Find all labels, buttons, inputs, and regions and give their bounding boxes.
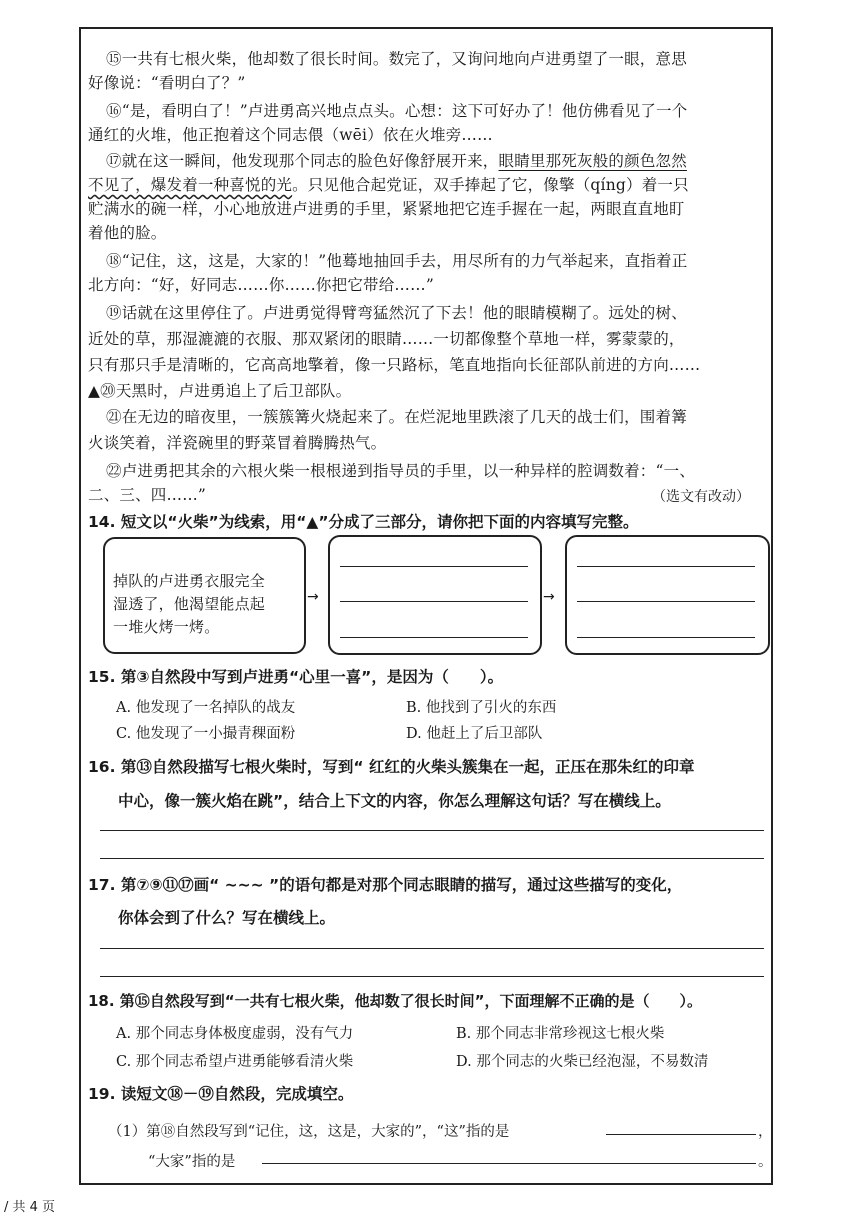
- answer-line[interactable]: [577, 566, 755, 567]
- paragraph-15-line1: ⑮一共有七根火柴，他却数了很长时间。数完了，又询问地向卢进勇望了一眼，意思: [106, 50, 687, 68]
- paragraph-16-line2: 通红的火堆，他正抱着这个同志偎（wēi）依在火堆旁……: [88, 126, 493, 144]
- paragraph-21-line2: 火谈笑着，洋瓷碗里的野菜冒着腾腾热气。: [88, 434, 387, 452]
- paragraph-17-line4: 着他的脸。: [88, 224, 167, 242]
- answer-line[interactable]: [340, 601, 528, 602]
- paragraph-20: ▲⑳天黑时，卢进勇追上了后卫部队。: [88, 382, 352, 400]
- question-19-sub1-period: 。: [758, 1154, 773, 1170]
- answer-line[interactable]: [340, 566, 528, 567]
- paragraph-17-text: ⑰就在这一瞬间，他发现那个同志的脸色好像舒展开来，: [106, 152, 499, 170]
- question-16-line1: 16. 第⑬自然段描写七根火柴时，写到“ 红红的火柴头簇集在一起，正压在那朱红的印章: [88, 758, 695, 776]
- question-19-sub1-line1: （1）第⑱自然段写到“记住，这，这是，大家的”，“这”指的是: [108, 1124, 510, 1140]
- question-16-line2: 中心，像一簇火焰在跳”，结合上下文的内容，你怎么理解这句话？写在横线上。: [118, 792, 671, 810]
- paragraph-16-line1: ⑯“是，看明白了！”卢进勇高兴地点点头。心想：这下可好办了！他仿佛看见了一个: [106, 102, 688, 120]
- answer-line[interactable]: [100, 830, 764, 831]
- question-18-option-c[interactable]: C. 那个同志希望卢进勇能够看清火柴: [116, 1054, 354, 1070]
- answer-line[interactable]: [577, 637, 755, 638]
- question-17-line2: 你体会到了什么？写在横线上。: [118, 909, 336, 927]
- fill-blank-line[interactable]: [262, 1163, 756, 1164]
- paragraph-22-line2: 二、三、四……”: [88, 486, 207, 504]
- question-17-line1: 17. 第⑦⑨⑪⑰画“ ~~~ ”的语句都是对那个同志眼睛的描写，通过这些描写的变化，: [88, 876, 683, 894]
- answer-line[interactable]: [100, 976, 764, 977]
- flow-box-1-line3: 一堆火烤一烤。: [113, 618, 220, 636]
- wavy-underlined-eye-description: 眼睛里那死灰般的颜色忽然: [498, 152, 687, 170]
- paragraph-17-line2: [88, 174, 748, 196]
- paragraph-18-line1: ⑱“记住，这，这是，大家的！”他蓦地抽回手去，用尽所有的力气举起来，直指着正: [106, 252, 688, 270]
- answer-line[interactable]: [577, 601, 755, 602]
- question-15-option-d[interactable]: D. 他赶上了后卫部队: [406, 726, 543, 742]
- answer-line[interactable]: [100, 948, 764, 949]
- question-15-option-b[interactable]: B. 他找到了引火的东西: [406, 700, 557, 716]
- paragraph-19-line3: 只有那只手是清晰的，它高高地擎着，像一只路标，笔直地指向长征部队前进的方向……: [88, 356, 701, 374]
- paragraph-19-line1: ⑲话就在这里停住了。卢进勇觉得臂弯猛然沉了下去！他的眼睛模糊了。远处的树、: [106, 304, 687, 322]
- question-18-stem: 18. 第⑮自然段写到“一共有七根火柴，他却数了很长时间”，下面理解不正确的是（ ）。: [88, 992, 703, 1010]
- question-18-option-d[interactable]: D. 那个同志的火柴已经泡湿，不易数清: [456, 1054, 709, 1070]
- answer-line[interactable]: [100, 858, 764, 859]
- flow-arrow-1: →: [307, 589, 319, 605]
- question-15-stem: 15. 第③自然段中写到卢进勇“心里一喜”，是因为（ ）。: [88, 668, 504, 686]
- paragraph-17-text-2: 。只见他合起党证，双手捧起了它，像擎（qíng）着一只: [292, 176, 689, 194]
- flow-box-1-line2: 湿透了，他渴望能点起: [113, 595, 266, 613]
- question-18-option-a[interactable]: A. 那个同志身体极度虚弱，没有气力: [116, 1026, 354, 1042]
- answer-line[interactable]: [340, 637, 528, 638]
- paragraph-19-line2: 近处的草，那湿漉漉的衣服、那双紧闭的眼睛……一切都像整个草地一样，雾蒙蒙的，: [88, 330, 685, 348]
- question-18-option-b[interactable]: B. 那个同志非常珍视这七根火柴: [456, 1026, 665, 1042]
- paragraph-21-line1: ㉑在无边的暗夜里，一簇簇篝火烧起来了。在烂泥地里跌滚了几天的战士们，围着篝: [106, 408, 687, 426]
- fill-blank-line[interactable]: [606, 1134, 756, 1135]
- question-19-sub1-line2: “大家”指的是: [148, 1154, 236, 1170]
- page-footer: / 共 4 页: [4, 1200, 56, 1215]
- flow-box-1-line1: 掉队的卢进勇衣服完全: [113, 572, 266, 590]
- paragraph-18-line2: 北方向：“好，好同志……你……你把它带给……”: [88, 276, 434, 294]
- question-15-option-a[interactable]: A. 他发现了一名掉队的战友: [116, 700, 296, 716]
- paragraph-17-line3: 贮满水的碗一样，小心地放进卢进勇的手里，紧紧地把它连手握在一起，两眼直直地盯: [88, 200, 685, 218]
- paragraph-17-line1: [106, 150, 766, 172]
- paragraph-15-line2: 好像说：“看明白了？”: [88, 74, 246, 92]
- question-14-stem: 14. 短文以“火柴”为线索，用“▲”分成了三部分，请你把下面的内容填写完整。: [88, 513, 639, 531]
- question-19-stem: 19. 读短文⑱－⑲自然段，完成填空。: [88, 1085, 354, 1103]
- flow-arrow-2: →: [543, 589, 555, 605]
- paragraph-22-line1: ㉒卢进勇把其余的六根火柴一根根递到指导员的手里，以一种异样的腔调数着：“一、: [106, 462, 696, 480]
- source-note: （选文有改动）: [652, 489, 750, 505]
- question-15-option-c[interactable]: C. 他发现了一小撮青稞面粉: [116, 726, 296, 742]
- wavy-underlined-eye-description-cont: 不见了，爆发着一种喜悦的光: [88, 176, 293, 194]
- question-19-sub1-comma: ，: [758, 1124, 773, 1140]
